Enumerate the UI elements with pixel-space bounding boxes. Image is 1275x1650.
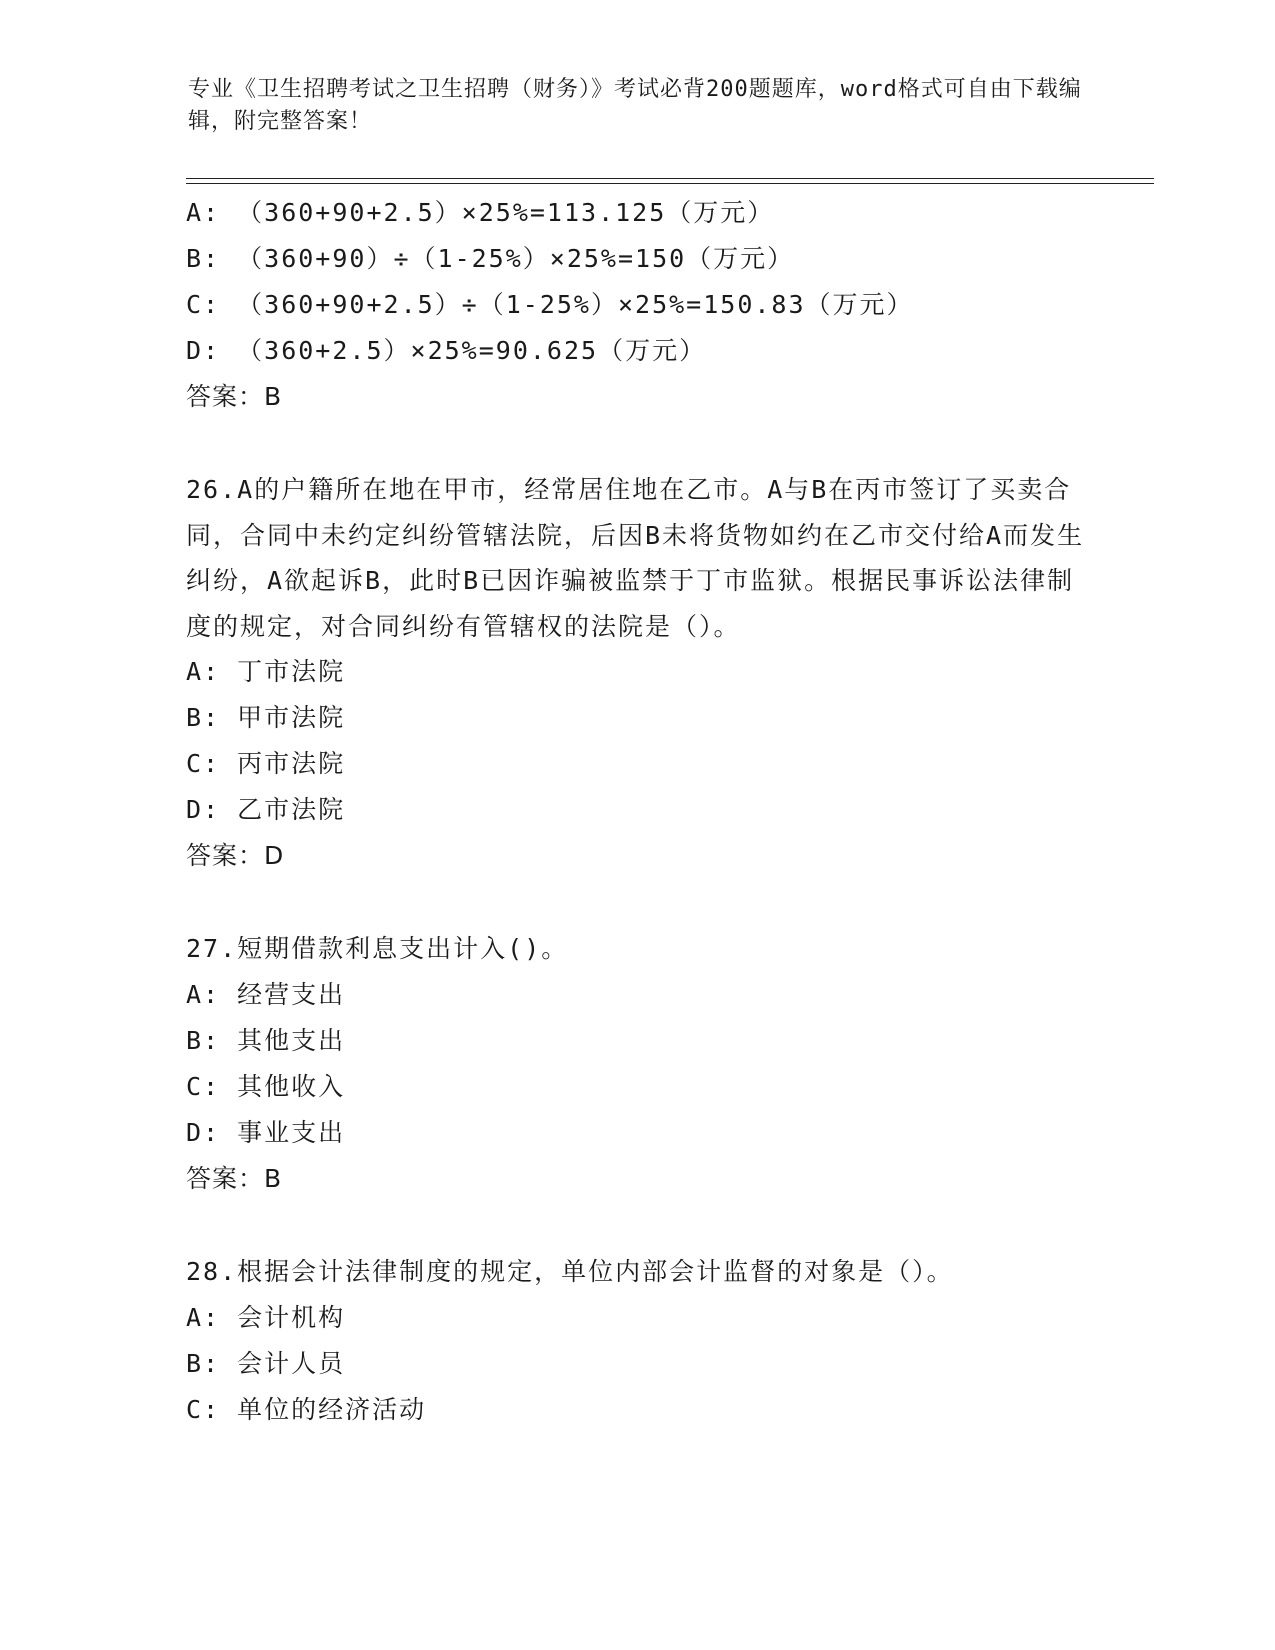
option-c: C: （360+90+2.5）÷（1-25%）×25%=150.83（万元） [186, 290, 914, 319]
answer-25: 答案：B [186, 382, 283, 411]
header-divider-bottom [186, 183, 1154, 184]
question-content [186, 190, 1086, 1433]
option-b: B: 甲市法院 [186, 703, 346, 732]
question-27-stem: 27.短期借款利息支出计入()。 [186, 934, 569, 963]
question-28-stem: 28.根据会计法律制度的规定，单位内部会计监督的对象是（）。 [186, 1257, 954, 1286]
answer-26: 答案：D [186, 841, 285, 870]
option-b: B: 其他支出 [186, 1026, 346, 1055]
option-d: D: （360+2.5）×25%=90.625（万元） [186, 336, 707, 365]
option-a: A: 丁市法院 [186, 657, 346, 686]
option-c: C: 丙市法院 [186, 749, 346, 778]
question-26-stem: 26.A的户籍所在地在甲市，经常居住地在乙市。A与B在丙市签订了买卖合同，合同中未约定纠纷管辖法院，后因B未将货物如约在乙市交付给A而发生纠纷，A欲起诉B，此时B已因诈骗被监禁于丁市监狱。根据民事诉讼法律制度的规定，对合同纠纷有管辖权的法院是（）。 [186, 475, 1085, 641]
option-d: D: 事业支出 [186, 1118, 346, 1147]
answer-27: 答案：B [186, 1164, 283, 1193]
question-28 [186, 1249, 1086, 1433]
option-c: C: 其他收入 [186, 1072, 346, 1101]
document-header: 专业《卫生招聘考试之卫生招聘（财务）》考试必背200题题库，word格式可自由下载编辑，附完整答案！ [188, 77, 1082, 134]
option-a: A: 会计机构 [186, 1303, 346, 1332]
option-b: B: 会计人员 [186, 1349, 346, 1378]
header-divider-top [186, 178, 1154, 179]
option-b: B: （360+90）÷（1-25%）×25%=150（万元） [186, 244, 795, 273]
option-c: C: 单位的经济活动 [186, 1395, 427, 1424]
question-25-options [186, 190, 1086, 420]
question-26 [186, 467, 1086, 879]
question-27 [186, 926, 1086, 1202]
option-a: A: （360+90+2.5）×25%=113.125（万元） [186, 198, 775, 227]
option-a: A: 经营支出 [186, 980, 346, 1009]
option-d: D: 乙市法院 [186, 795, 346, 824]
